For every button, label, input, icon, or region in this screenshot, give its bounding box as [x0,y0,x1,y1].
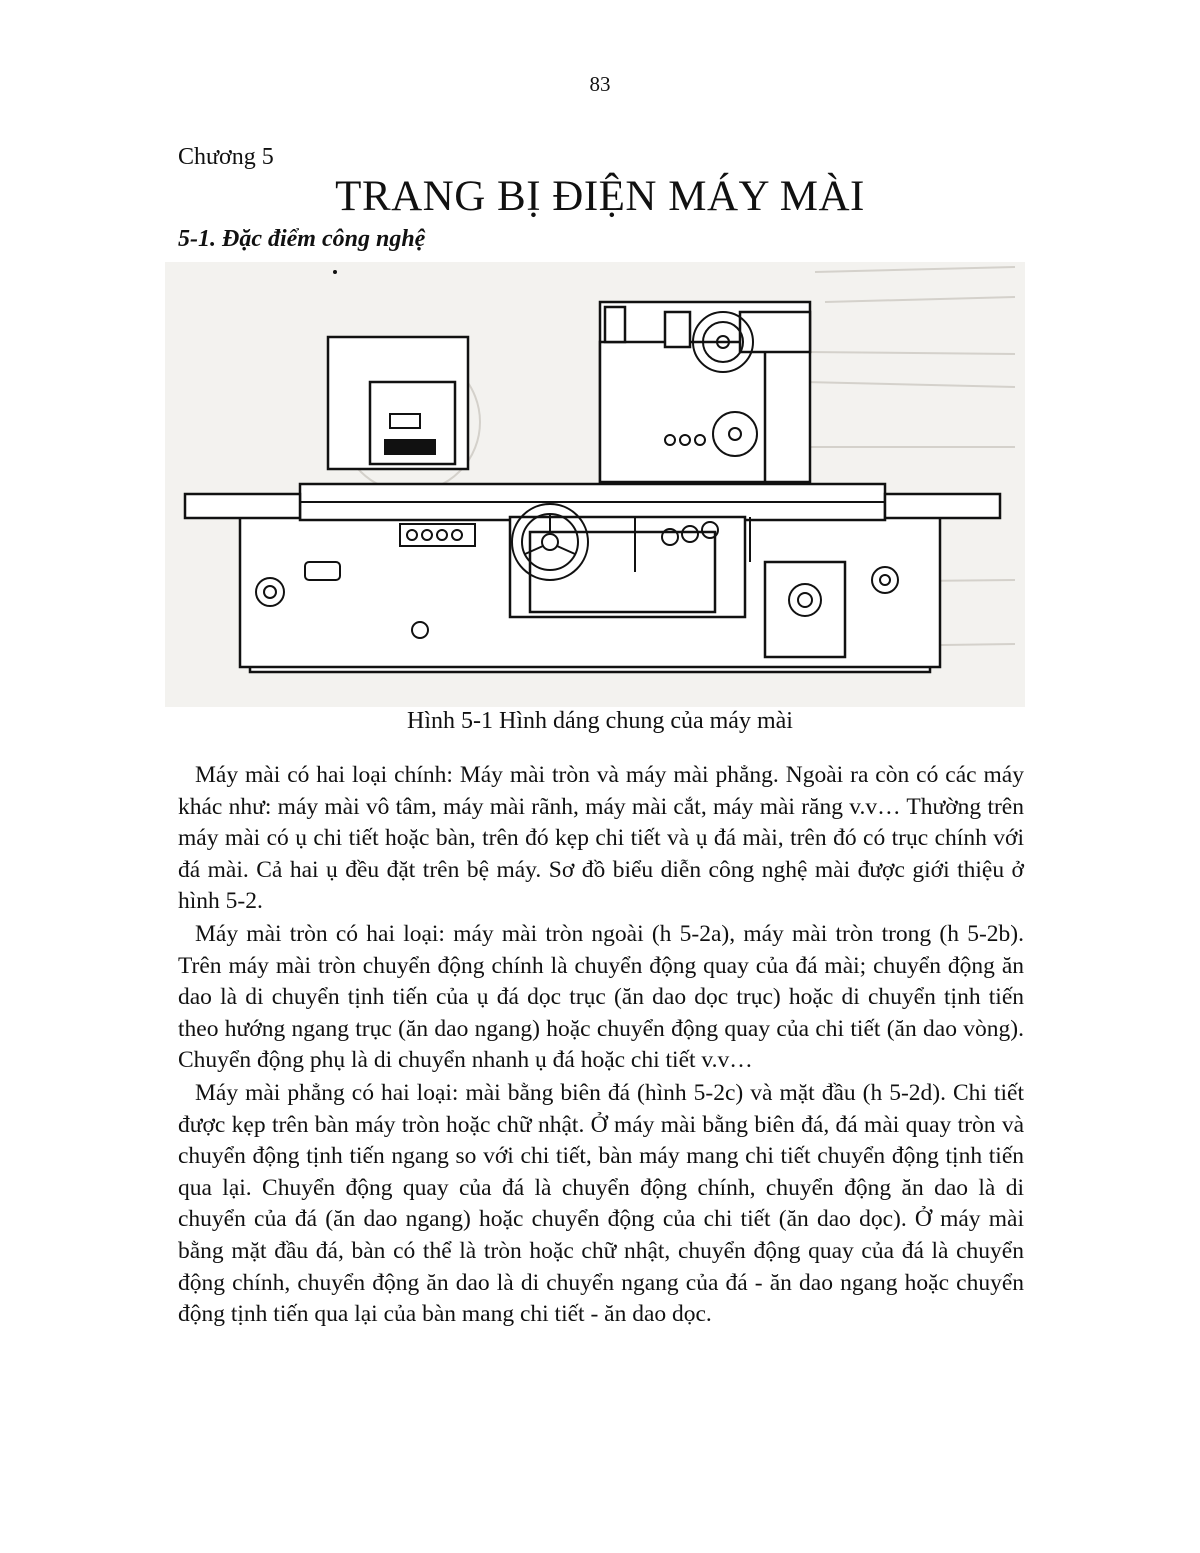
figure-caption: Hình 5-1 Hình dáng chung của máy mài [407,708,793,734]
chapter-title: TRANG BỊ ĐIỆN MÁY MÀI [335,173,865,220]
grinding-machine-figure [165,262,1025,707]
body-text [178,760,1024,1332]
section-heading: 5-1. Đặc điểm công nghệ [178,226,426,252]
page-number: 83 [589,72,611,96]
paragraph-1: Máy mài có hai loại chính: Máy mài tròn và máy mài phẳng. Ngoài ra còn có các máy khác như: máy mài vô tâm, máy mài rãnh, máy mài cắt, máy mài răng v.v… Thường trên máy mài có ụ chi tiết hoặc bàn, trên đó kẹp chi tiết và ụ đá mài, trên đó có trục chính với đá mài. Cả hai ụ đều đặt trên bệ máy. Sơ đồ biểu diễn công nghệ mài được giới thiệu ở hình 5-2. [178,762,1024,915]
paragraph-3: Máy mài phẳng có hai loại: mài bằng biên đá (hình 5-2c) và mặt đầu (h 5-2d). Chi tiết được kẹp trên bàn máy tròn hoặc chữ nhật. Ở máy mài bằng biên đá, đá mài quay tròn và chuyển động tịnh tiến ngang so với chi tiết, bàn máy mang chi tiết chuyển động tịnh tiến qua lại. Chuyển động quay của đá là chuyển động chính, chuyển động ăn dao là di chuyển của đá (ăn dao ngang) hoặc chuyển động của chi tiết (ăn dao dọc). Ở máy mài bằng mặt đầu đá, bàn có thể là tròn hoặc chữ nhật, chuyển động quay của đá là chuyển động chính, chuyển động ăn dao là di chuyển ngang của đá - ăn dao ngang hoặc chuyển động tịnh tiến qua lại của bàn mang chi tiết - ăn dao dọc. [178,1079,1024,1328]
grinding-machine-drawing [165,262,1025,707]
paragraph-2: Máy mài tròn có hai loại: máy mài tròn ngoài (h 5-2a), máy mài tròn trong (h 5-2b). Trên máy mài tròn chuyển động chính là chuyển động quay của đá mài; chuyển động ăn dao là di chuyển tịnh tiến của ụ đá dọc trục (ăn dao dọc trục) hoặc di chuyển tịnh tiến theo hướng ngang trục (ăn dao ngang) hoặc chuyển động quay của chi tiết (ăn dao vòng). Chuyển động phụ là di chuyển nhanh ụ đá hoặc chi tiết v.v… [178,920,1024,1074]
chapter-label: Chương 5 [178,144,274,170]
